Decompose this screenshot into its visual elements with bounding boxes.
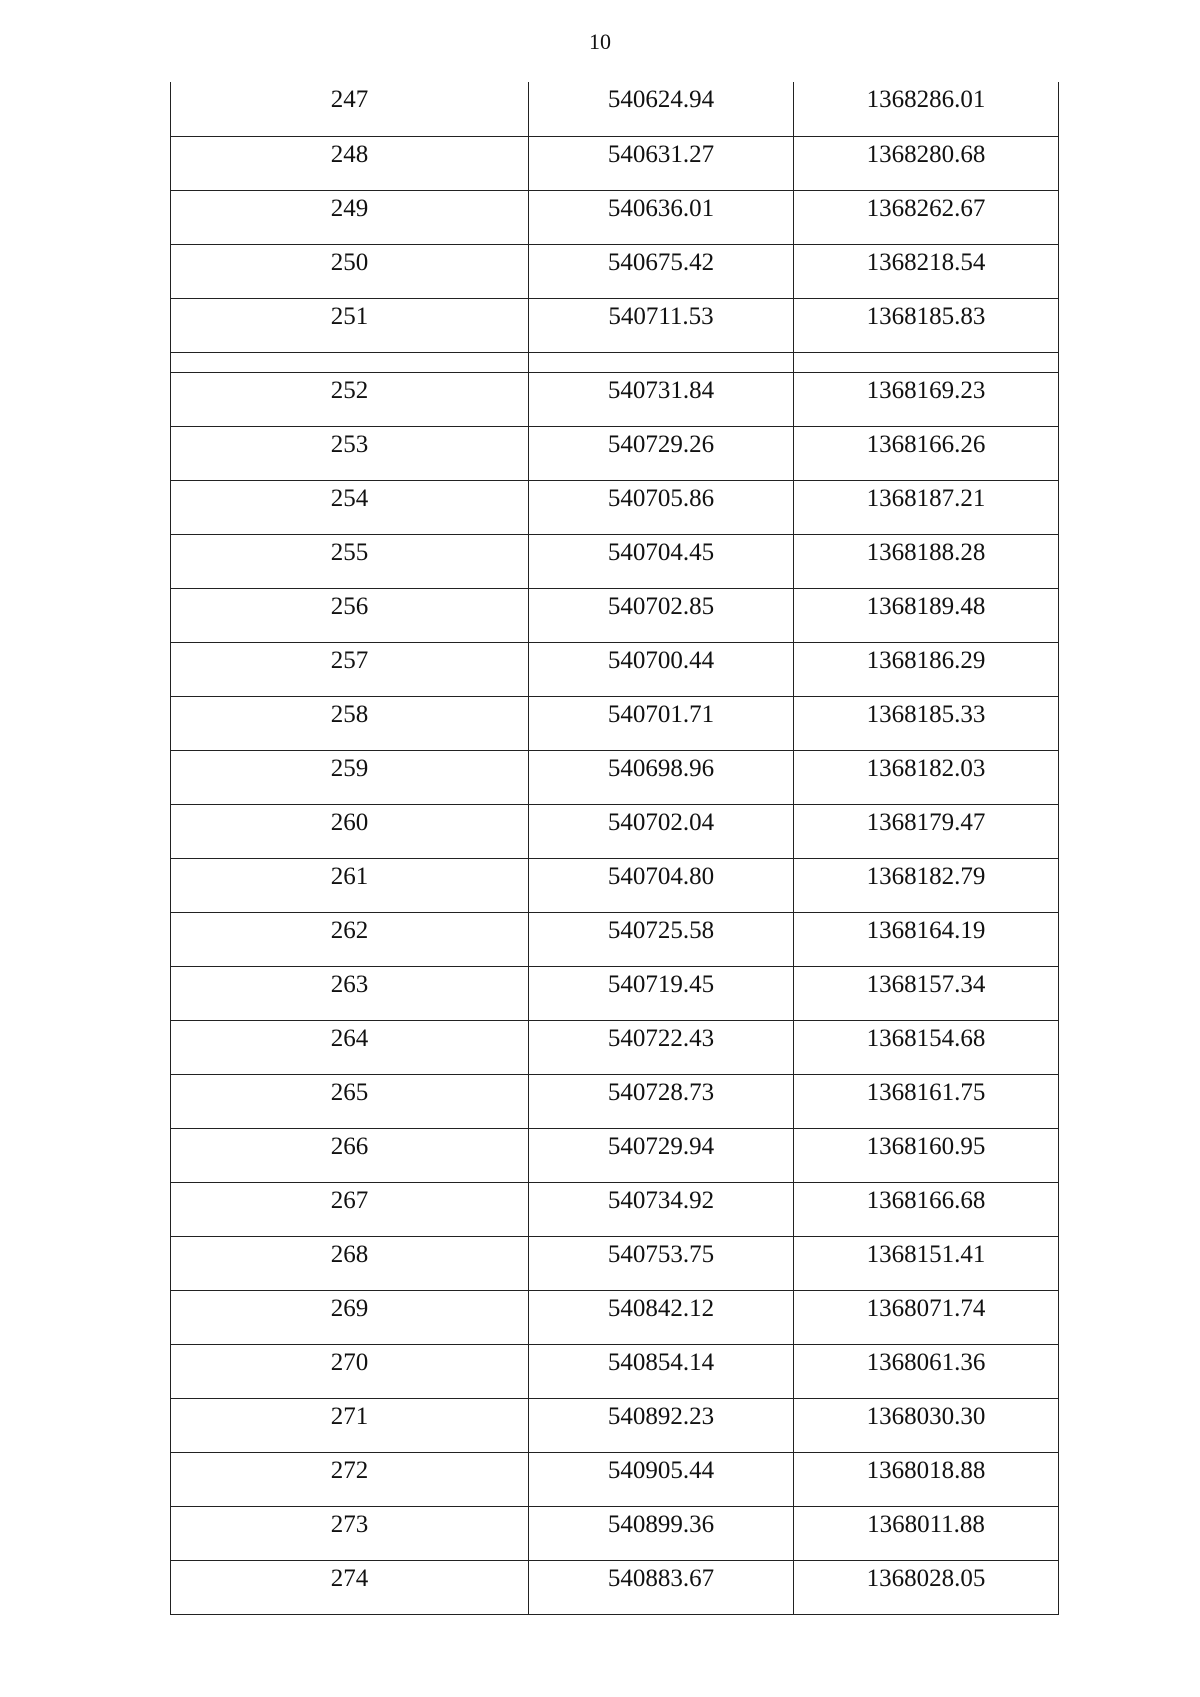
y-coordinate-cell: 1368218.54 xyxy=(794,244,1059,298)
point-number-cell: 260 xyxy=(171,804,529,858)
table-row xyxy=(171,1344,1059,1398)
x-coordinate-cell: 540719.45 xyxy=(529,966,794,1020)
x-coordinate-cell: 540753.75 xyxy=(529,1236,794,1290)
table-row xyxy=(171,1452,1059,1506)
x-coordinate-cell: 540725.58 xyxy=(529,912,794,966)
y-coordinate-cell: 1368157.34 xyxy=(794,966,1059,1020)
x-coordinate-cell: 540734.92 xyxy=(529,1182,794,1236)
point-number-cell: 253 xyxy=(171,426,529,480)
point-number-cell: 274 xyxy=(171,1560,529,1614)
point-number-cell: 259 xyxy=(171,750,529,804)
point-number-cell: 270 xyxy=(171,1344,529,1398)
y-coordinate-cell: 1368187.21 xyxy=(794,480,1059,534)
page-number: 10 xyxy=(589,29,611,54)
x-coordinate-cell: 540899.36 xyxy=(529,1506,794,1560)
table-spacer-row xyxy=(171,352,1059,372)
y-coordinate-cell: 1368185.33 xyxy=(794,696,1059,750)
x-coordinate-cell: 540704.80 xyxy=(529,858,794,912)
coordinates-table-container xyxy=(170,82,1058,1615)
x-coordinate-cell: 540711.53 xyxy=(529,298,794,352)
point-number-cell: 271 xyxy=(171,1398,529,1452)
y-coordinate-cell: 1368018.88 xyxy=(794,1452,1059,1506)
x-coordinate-cell: 540905.44 xyxy=(529,1452,794,1506)
point-number-cell: 257 xyxy=(171,642,529,696)
table-row xyxy=(171,750,1059,804)
y-coordinate-cell: 1368280.68 xyxy=(794,136,1059,190)
coordinates-table-body xyxy=(171,82,1059,1614)
x-coordinate-cell: 540883.67 xyxy=(529,1560,794,1614)
y-coordinate-cell: 1368189.48 xyxy=(794,588,1059,642)
table-row xyxy=(171,804,1059,858)
y-coordinate-cell: 1368164.19 xyxy=(794,912,1059,966)
table-row xyxy=(171,298,1059,352)
x-coordinate-cell: 540728.73 xyxy=(529,1074,794,1128)
table-row xyxy=(171,1560,1059,1614)
y-coordinate-cell: 1368028.05 xyxy=(794,1560,1059,1614)
point-number-cell: 264 xyxy=(171,1020,529,1074)
point-number-cell: 255 xyxy=(171,534,529,588)
table-row xyxy=(171,912,1059,966)
y-coordinate-cell: 1368185.83 xyxy=(794,298,1059,352)
spacer-cell xyxy=(171,352,529,372)
y-coordinate-cell: 1368169.23 xyxy=(794,372,1059,426)
x-coordinate-cell: 540705.86 xyxy=(529,480,794,534)
point-number-cell: 269 xyxy=(171,1290,529,1344)
x-coordinate-cell: 540624.94 xyxy=(529,82,794,136)
x-coordinate-cell: 540731.84 xyxy=(529,372,794,426)
point-number-cell: 258 xyxy=(171,696,529,750)
spacer-cell xyxy=(794,352,1059,372)
table-row xyxy=(171,1182,1059,1236)
point-number-cell: 272 xyxy=(171,1452,529,1506)
point-number-cell: 247 xyxy=(171,82,529,136)
y-coordinate-cell: 1368161.75 xyxy=(794,1074,1059,1128)
table-row xyxy=(171,642,1059,696)
y-coordinate-cell: 1368071.74 xyxy=(794,1290,1059,1344)
point-number-cell: 256 xyxy=(171,588,529,642)
table-row xyxy=(171,1236,1059,1290)
x-coordinate-cell: 540842.12 xyxy=(529,1290,794,1344)
point-number-cell: 249 xyxy=(171,190,529,244)
point-number-cell: 252 xyxy=(171,372,529,426)
x-coordinate-cell: 540636.01 xyxy=(529,190,794,244)
table-row xyxy=(171,966,1059,1020)
table-row xyxy=(171,190,1059,244)
x-coordinate-cell: 540701.71 xyxy=(529,696,794,750)
x-coordinate-cell: 540702.04 xyxy=(529,804,794,858)
y-coordinate-cell: 1368160.95 xyxy=(794,1128,1059,1182)
table-row xyxy=(171,1128,1059,1182)
point-number-cell: 254 xyxy=(171,480,529,534)
table-row xyxy=(171,858,1059,912)
table-row xyxy=(171,1074,1059,1128)
point-number-cell: 273 xyxy=(171,1506,529,1560)
point-number-cell: 248 xyxy=(171,136,529,190)
table-row xyxy=(171,1290,1059,1344)
table-row xyxy=(171,588,1059,642)
spacer-cell xyxy=(529,352,794,372)
x-coordinate-cell: 540722.43 xyxy=(529,1020,794,1074)
table-row xyxy=(171,1020,1059,1074)
point-number-cell: 261 xyxy=(171,858,529,912)
point-number-cell: 250 xyxy=(171,244,529,298)
x-coordinate-cell: 540698.96 xyxy=(529,750,794,804)
x-coordinate-cell: 540675.42 xyxy=(529,244,794,298)
table-row xyxy=(171,244,1059,298)
coordinates-table xyxy=(170,82,1059,1615)
x-coordinate-cell: 540700.44 xyxy=(529,642,794,696)
point-number-cell: 265 xyxy=(171,1074,529,1128)
y-coordinate-cell: 1368188.28 xyxy=(794,534,1059,588)
point-number-cell: 266 xyxy=(171,1128,529,1182)
x-coordinate-cell: 540729.94 xyxy=(529,1128,794,1182)
y-coordinate-cell: 1368154.68 xyxy=(794,1020,1059,1074)
y-coordinate-cell: 1368030.30 xyxy=(794,1398,1059,1452)
y-coordinate-cell: 1368166.26 xyxy=(794,426,1059,480)
table-row xyxy=(171,426,1059,480)
point-number-cell: 267 xyxy=(171,1182,529,1236)
table-row xyxy=(171,1506,1059,1560)
point-number-cell: 251 xyxy=(171,298,529,352)
x-coordinate-cell: 540702.85 xyxy=(529,588,794,642)
x-coordinate-cell: 540704.45 xyxy=(529,534,794,588)
y-coordinate-cell: 1368182.79 xyxy=(794,858,1059,912)
x-coordinate-cell: 540854.14 xyxy=(529,1344,794,1398)
point-number-cell: 263 xyxy=(171,966,529,1020)
x-coordinate-cell: 540892.23 xyxy=(529,1398,794,1452)
table-row xyxy=(171,480,1059,534)
y-coordinate-cell: 1368166.68 xyxy=(794,1182,1059,1236)
table-row xyxy=(171,82,1059,136)
y-coordinate-cell: 1368179.47 xyxy=(794,804,1059,858)
point-number-cell: 262 xyxy=(171,912,529,966)
point-number-cell: 268 xyxy=(171,1236,529,1290)
y-coordinate-cell: 1368182.03 xyxy=(794,750,1059,804)
y-coordinate-cell: 1368011.88 xyxy=(794,1506,1059,1560)
y-coordinate-cell: 1368286.01 xyxy=(794,82,1059,136)
table-row xyxy=(171,1398,1059,1452)
table-row xyxy=(171,534,1059,588)
table-row xyxy=(171,136,1059,190)
y-coordinate-cell: 1368061.36 xyxy=(794,1344,1059,1398)
y-coordinate-cell: 1368186.29 xyxy=(794,642,1059,696)
table-row xyxy=(171,372,1059,426)
x-coordinate-cell: 540631.27 xyxy=(529,136,794,190)
y-coordinate-cell: 1368151.41 xyxy=(794,1236,1059,1290)
table-row xyxy=(171,696,1059,750)
x-coordinate-cell: 540729.26 xyxy=(529,426,794,480)
y-coordinate-cell: 1368262.67 xyxy=(794,190,1059,244)
